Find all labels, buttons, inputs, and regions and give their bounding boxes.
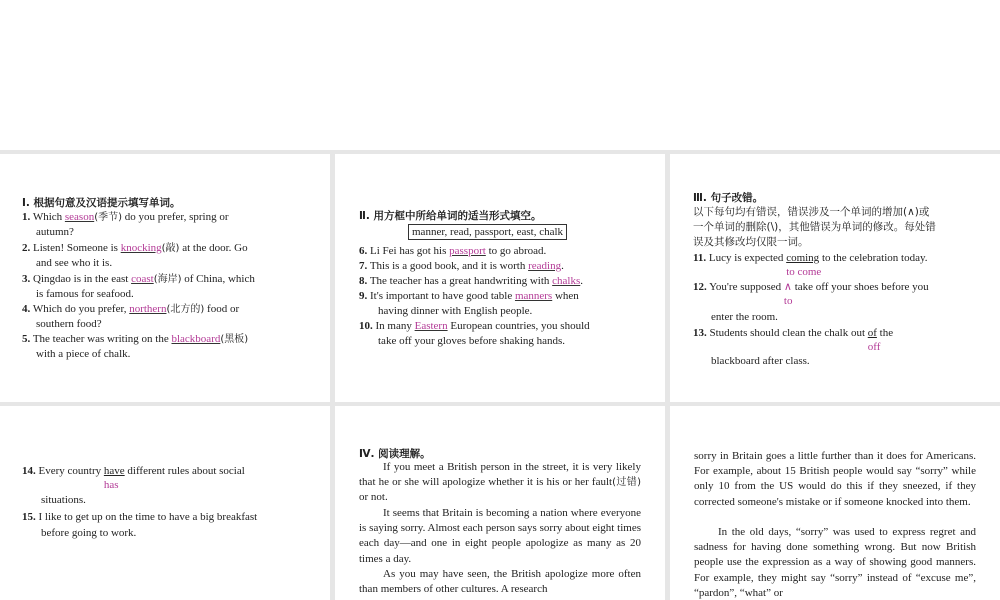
fill-blank-item bbox=[22, 210, 306, 225]
marked-word-wrap bbox=[783, 281, 793, 307]
item-text-pre: Lucy is expected bbox=[708, 252, 787, 264]
part3-heading: Ⅲ. 句子改错。 bbox=[693, 192, 764, 204]
answer-word: knocking bbox=[120, 242, 162, 254]
marked-word: coming bbox=[786, 252, 820, 264]
panel-part3 bbox=[670, 154, 1000, 402]
answer-word: coast bbox=[131, 273, 154, 285]
fill-blank-item bbox=[22, 272, 306, 287]
item-text-pre: Which bbox=[32, 211, 65, 223]
reading-paragraph-1-cn: (过错) bbox=[612, 477, 642, 489]
item-text-pre: Every country bbox=[38, 465, 104, 477]
correction-item bbox=[22, 464, 245, 491]
item-continuation: autumn? bbox=[36, 226, 74, 238]
marked-word: have bbox=[103, 465, 125, 477]
correction-word: has bbox=[103, 479, 119, 491]
item-number: 5. bbox=[22, 333, 31, 345]
reading-paragraph-1-text: If you meet a British person in the street, it is very likely that he or she will apologize whether it is his or her fault bbox=[359, 461, 641, 489]
answer-word: season bbox=[64, 211, 95, 223]
item-text-pre: Listen! Someone is bbox=[33, 242, 121, 254]
chinese-hint: (敲) bbox=[161, 243, 180, 254]
chinese-hint: (北方的) bbox=[166, 304, 205, 315]
item-text-pre: Qingdao is in the east bbox=[33, 273, 132, 285]
item-number: 8. bbox=[359, 275, 368, 287]
item-text-pre: Li Fei has got his bbox=[370, 245, 450, 257]
word-box: manner, read, passport, east, chalk bbox=[408, 224, 567, 240]
item-number: 4. bbox=[22, 303, 31, 315]
reading-paragraph-1 bbox=[359, 460, 641, 506]
correction-item bbox=[693, 251, 928, 278]
fill-blank-item bbox=[22, 241, 306, 256]
item-number: 13. bbox=[693, 327, 707, 339]
marked-word: ∧ bbox=[783, 281, 792, 293]
marked-word-wrap bbox=[867, 327, 881, 353]
item-text-pre: In many bbox=[375, 320, 415, 332]
reading-paragraph-4: sorry in Britain goes a little further than it does for Americans. For example, about 15 British people would say “sorry” while only 10 from the US would do this if they sneezed, if they corrected someone's mistake or if someone knocked into them. bbox=[694, 450, 976, 508]
answer-word: manners bbox=[514, 290, 553, 302]
item-number: 10. bbox=[359, 320, 373, 332]
fill-blank-item bbox=[359, 259, 564, 273]
item-text-post: to the celebration today. bbox=[819, 252, 928, 264]
item-number: 11. bbox=[693, 252, 707, 264]
item-text-post: . bbox=[561, 260, 564, 272]
item-text-post: . bbox=[580, 275, 584, 287]
reading-paragraph-2: It seems that Britain is becoming a nation where everyone is saying sorry. Almost each person says sorry about eight times each day—and one in eight people apologize as many as 20 times a day. bbox=[359, 507, 641, 565]
item-text-pre: It's important to have good table bbox=[370, 290, 515, 302]
item-number: 3. bbox=[22, 273, 31, 285]
item-text-pre: This is a good book, and it is worth bbox=[369, 260, 529, 272]
fill-blank-item bbox=[22, 332, 306, 347]
marked-word-wrap bbox=[103, 465, 125, 491]
item-text-post: do you prefer, spring or bbox=[122, 211, 229, 223]
item-text-post: food or bbox=[204, 303, 240, 315]
item-continuation: take off your gloves before shaking hands. bbox=[378, 335, 566, 347]
correction-item bbox=[22, 510, 257, 524]
top-blank-area bbox=[0, 0, 1000, 150]
panel-part3-continued bbox=[0, 406, 330, 600]
item-number: 14. bbox=[22, 465, 36, 477]
item-number: 12. bbox=[693, 281, 707, 293]
fill-blank-item bbox=[359, 289, 579, 303]
item-text-pre: You're supposed bbox=[709, 281, 784, 293]
item-text-pre: Which do you prefer, bbox=[32, 303, 130, 315]
item-continuation: situations. bbox=[41, 494, 86, 506]
correction-item bbox=[693, 280, 929, 307]
panel-part4-reading bbox=[335, 406, 665, 600]
item-continuation: with a piece of chalk. bbox=[36, 348, 131, 360]
item-number: 2. bbox=[22, 242, 31, 254]
item-continuation: before going to work. bbox=[41, 527, 137, 539]
chinese-hint: (海岸) bbox=[153, 274, 182, 285]
panel-part1 bbox=[0, 154, 330, 402]
part3-instruction-1: 以下每句均有错误，错误涉及一个单词的增加(∧)或 bbox=[693, 206, 930, 218]
fill-blank-item bbox=[359, 319, 590, 333]
item-number: 7. bbox=[359, 260, 368, 272]
marked-word: of bbox=[867, 327, 877, 339]
part2-heading: Ⅱ. 用方框中所给单词的适当形式填空。 bbox=[359, 210, 542, 222]
item-text-pre: The teacher has a great handwriting with bbox=[369, 275, 553, 287]
item-number: 6. bbox=[359, 245, 368, 257]
correction-word: to come bbox=[786, 266, 822, 278]
correction-word: off bbox=[867, 341, 881, 353]
item-text-pre: I like to get up on the time to have a big breakfast bbox=[38, 511, 258, 523]
item-continuation: having dinner with English people. bbox=[378, 305, 533, 317]
item-text-post: the bbox=[876, 327, 894, 339]
item-text-pre: Students should clean the chalk out bbox=[709, 327, 868, 339]
part3-instruction-2: 一个单词的删除(\)，其他错误为单词的修改。每处错 bbox=[693, 221, 936, 233]
item-text-post: to go abroad. bbox=[485, 245, 547, 257]
item-text-post: take off your shoes before you bbox=[791, 281, 929, 293]
correction-word: to bbox=[783, 295, 793, 307]
fill-blank-item bbox=[359, 244, 546, 258]
panel-part2 bbox=[335, 154, 665, 402]
item-continuation: southern food? bbox=[36, 318, 102, 330]
answer-word: reading bbox=[528, 260, 562, 272]
chinese-hint: (黑板) bbox=[220, 334, 249, 345]
item-continuation: is famous for seafood. bbox=[36, 288, 134, 300]
item-continuation: enter the room. bbox=[711, 311, 778, 323]
item-number: 15. bbox=[22, 511, 36, 523]
panel-part4-reading-continued bbox=[670, 406, 1000, 600]
part4-heading: Ⅳ. 阅读理解。 bbox=[359, 448, 431, 460]
answer-word: northern bbox=[129, 303, 167, 315]
part3-instruction-3: 误及其修改均仅限一词。 bbox=[693, 236, 809, 248]
marked-word-wrap bbox=[786, 252, 822, 278]
item-text-post: European countries, you should bbox=[447, 320, 590, 332]
chinese-hint: (季节) bbox=[94, 212, 123, 223]
correction-item bbox=[693, 326, 894, 353]
answer-word: passport bbox=[449, 245, 486, 257]
item-number: 1. bbox=[22, 211, 31, 223]
answer-word: blackboard bbox=[171, 333, 221, 345]
reading-paragraph-1-end: or not. bbox=[359, 491, 388, 504]
item-text-pre: The teacher was writing on the bbox=[32, 333, 172, 345]
answer-word: chalks bbox=[552, 275, 581, 287]
item-text-post: different rules about social bbox=[124, 465, 245, 477]
part1-heading: Ⅰ. 根据句意及汉语提示填写单词。 bbox=[22, 197, 181, 209]
reading-paragraph-3: As you may have seen, the British apologize more often than members of other cultures. A research bbox=[359, 568, 641, 596]
reading-paragraph-5: In the old days, “sorry” was used to express regret and sadness for having done something wrong. But now British people use the expression as a way of showing good manners. For example, they might say “sorry” instead of “excuse me”, “pardon”, “what” or bbox=[694, 526, 976, 599]
fill-blank-item bbox=[359, 274, 583, 288]
item-text-post: at the door. Go bbox=[179, 242, 248, 254]
item-continuation: and see who it is. bbox=[36, 257, 113, 269]
fill-blank-item bbox=[22, 302, 306, 317]
answer-word: Eastern bbox=[414, 320, 448, 332]
item-text-post: when bbox=[552, 290, 579, 302]
item-continuation: blackboard after class. bbox=[711, 355, 810, 367]
item-text-post: of China, which bbox=[181, 273, 255, 285]
item-number: 9. bbox=[359, 290, 368, 302]
